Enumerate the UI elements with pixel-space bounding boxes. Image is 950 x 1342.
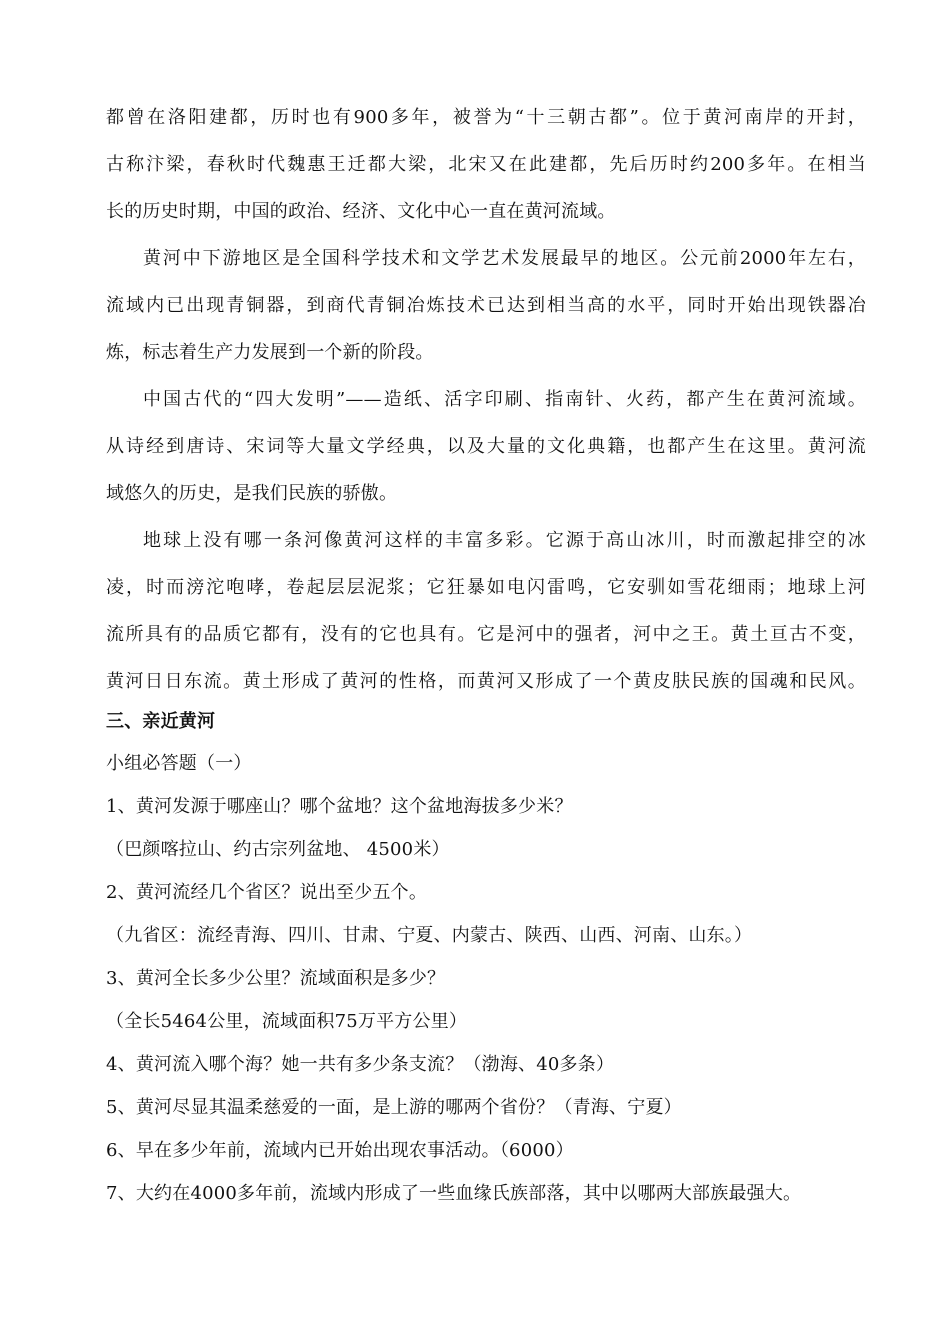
answer-item: （巴颜喀拉山、约古宗列盆地、 4500米） bbox=[106, 839, 450, 860]
question-item: 6、早在多少年前，流域内已开始出现农事活动。（6000） bbox=[106, 1140, 574, 1161]
document-page bbox=[106, 108, 866, 1227]
question-item: 5、黄河尽显其温柔慈爱的一面，是上游的哪两个省份？（青海、宁夏） bbox=[106, 1097, 682, 1118]
text-line: 域悠久的历史，是我们民族的骄傲。 bbox=[106, 483, 398, 504]
answer-item: （九省区：流经青海、四川、甘肃、宁夏、内蒙古、陕西、山西、河南、山东。） bbox=[106, 925, 753, 946]
text-line: 凌，时而滂沱咆哮，卷起层层泥浆；它狂暴如电闪雷鸣，它安驯如雪花细雨；地球上河 bbox=[106, 577, 866, 598]
question-item: 1、黄河发源于哪座山？哪个盆地？这个盆地海拔多少米？ bbox=[106, 796, 573, 817]
question-list bbox=[106, 797, 866, 1204]
question-item: 2、黄河流经几个省区？说出至少五个。 bbox=[106, 882, 428, 903]
question-item: 7、大约在4000多年前，流域内形成了一些血缘氏族部落，其中以哪两大部族最强大。 bbox=[106, 1183, 802, 1204]
section-subheading: 小组必答题（一） bbox=[106, 753, 252, 774]
text-line: 流所具有的品质它都有，没有的它也具有。它是河中的强者，河中之王。黄土亘古不变， bbox=[106, 624, 866, 645]
text-line: 长的历史时期，中国的政治、经济、文化中心一直在黄河流域。 bbox=[106, 201, 616, 222]
answer-item: （全长5464公里，流域面积75万平方公里） bbox=[106, 1011, 468, 1032]
text-line: 古称汴梁，春秋时代魏惠王迁都大梁，北宋又在此建都，先后历时约200多年。在相当 bbox=[106, 154, 866, 175]
text-line: 黄河日日东流。黄土形成了黄河的性格，而黄河又形成了一个黄皮肤民族的国魂和民风。 bbox=[106, 671, 866, 692]
text-line: 都曾在洛阳建都，历时也有900多年，被誉为“十三朝古都”。位于黄河南岸的开封， bbox=[106, 107, 866, 128]
paragraph-river-character bbox=[106, 531, 866, 692]
text-line: 地球上没有哪一条河像黄河这样的丰富多彩。它源于高山冰川，时而激起排空的冰 bbox=[143, 530, 866, 551]
text-line: 从诗经到唐诗、宋词等大量文学经典，以及大量的文化典籍，也都产生在这里。黄河流 bbox=[106, 436, 866, 457]
paragraph-inventions bbox=[106, 390, 866, 504]
question-item: 4、黄河流入哪个海？她一共有多少条支流？（渤海、40多条） bbox=[106, 1054, 615, 1075]
text-line: 黄河中下游地区是全国科学技术和文学艺术发展最早的地区。公元前2000年左右， bbox=[143, 248, 866, 269]
question-item: 3、黄河全长多少公里？流域面积是多少？ bbox=[106, 968, 446, 989]
text-line: 流域内已出现青铜器，到商代青铜冶炼技术已达到相当高的水平，同时开始出现铁器冶 bbox=[106, 295, 866, 316]
paragraph-capitals bbox=[106, 108, 866, 222]
text-line: 炼，标志着生产力发展到一个新的阶段。 bbox=[106, 342, 434, 363]
section-heading: 三、亲近黄河 bbox=[106, 711, 216, 732]
text-line: 中国古代的“四大发明”——造纸、活字印刷、指南针、火药，都产生在黄河流域。 bbox=[143, 389, 866, 410]
paragraph-science bbox=[106, 249, 866, 363]
